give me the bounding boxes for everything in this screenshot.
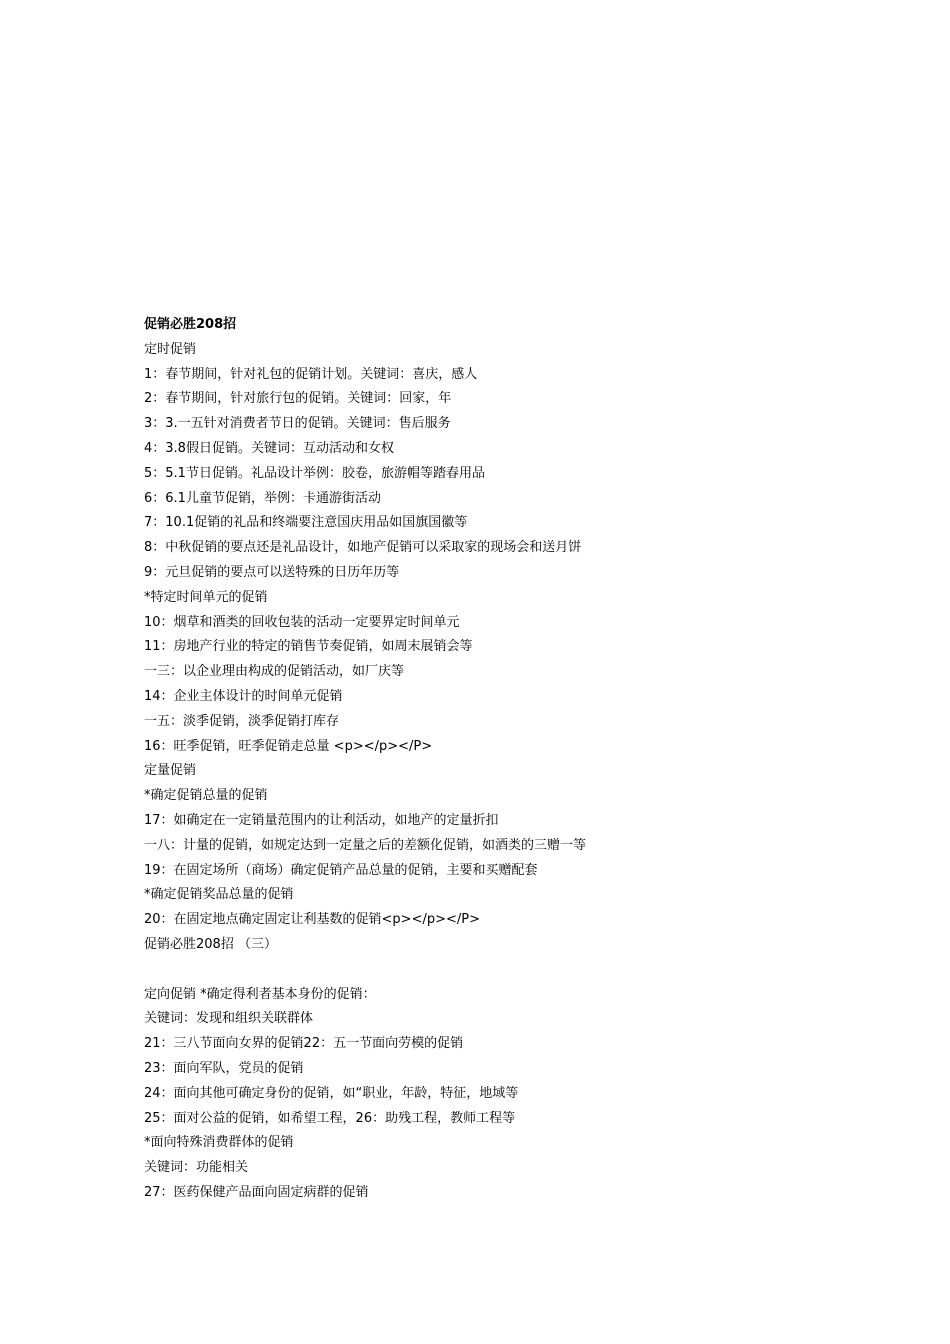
text-line: 一三：以企业理由构成的促销活动，如厂庆等 bbox=[144, 664, 405, 680]
text-line: 1：春节期间，针对礼包的促销计划。关键词：喜庆，感人 bbox=[144, 366, 478, 382]
text-line: 一八：计量的促销，如规定达到一定量之后的差额化促销，如酒类的三赠一等 bbox=[144, 837, 587, 853]
text-line: 21：三八节面向女界的促销22：五一节面向劳模的促销 bbox=[144, 1036, 464, 1052]
text-line: 3：3.一五针对消费者节日的促销。关键词：售后服务 bbox=[144, 416, 451, 432]
text-line: 7：10.1促销的礼品和终端要注意国庆用品如国旗国徽等 bbox=[144, 515, 468, 531]
text-line: 11：房地产行业的特定的销售节奏促销，如周末展销会等 bbox=[144, 639, 473, 655]
text-line: 5：5.1节日促销。礼品设计举例：胶卷，旅游帽等踏春用品 bbox=[144, 465, 485, 481]
text-line: 25：面对公益的促销，如希望工程，26：助残工程，教师工程等 bbox=[144, 1110, 516, 1126]
text-line: 24：面向其他可确定身份的促销，如“职业，年龄，特征，地域等 bbox=[144, 1085, 519, 1101]
text-line: 关键词：功能相关 bbox=[144, 1160, 249, 1176]
text-line: 8：中秋促销的要点还是礼品设计，如地产促销可以采取家的现场会和送月饼 bbox=[144, 540, 582, 556]
text-line: 促销必胜208招 （三） bbox=[144, 936, 277, 952]
text-line: 定向促销 *确定得利者基本身份的促销： bbox=[144, 986, 376, 1002]
text-line: 2：春节期间，针对旅行包的促销。关键词：回家，年 bbox=[144, 391, 452, 407]
text-line: 6：6.1儿童节促销，举例：卡通游街活动 bbox=[144, 490, 381, 506]
text-line: 定量促销 bbox=[144, 763, 197, 779]
text-line: 17：如确定在一定销量范围内的让利活动，如地产的定量折扣 bbox=[144, 812, 499, 828]
blank-line bbox=[144, 958, 864, 983]
text-line: 16：旺季促销，旺季促销走总量 <p></p></P> bbox=[144, 738, 433, 754]
document-lines bbox=[144, 338, 864, 1206]
text-line: 10：烟草和酒类的回收包装的活动一定要界定时间单元 bbox=[144, 614, 460, 630]
text-line: 19：在固定场所（商场）确定促销产品总量的促销，主要和买赠配套 bbox=[144, 862, 538, 878]
text-line: 关键词：发现和组织关联群体 bbox=[144, 1011, 314, 1027]
document-title: 促销必胜208招 bbox=[144, 317, 237, 332]
text-line: 定时促销 bbox=[144, 341, 197, 357]
text-line: 9：元旦促销的要点可以送特殊的日历年历等 bbox=[144, 564, 400, 580]
text-line: *确定促销总量的促销 bbox=[144, 788, 268, 804]
text-line: 27：医药保健产品面向固定病群的促销 bbox=[144, 1184, 369, 1200]
document-body bbox=[144, 313, 864, 1206]
text-line: 一五：淡季促销，淡季促销打库存 bbox=[144, 713, 340, 729]
text-line: 14：企业主体设计的时间单元促销 bbox=[144, 688, 343, 704]
text-line: 20：在固定地点确定固定让利基数的促销<p></p></P> bbox=[144, 912, 481, 928]
text-line: *特定时间单元的促销 bbox=[144, 589, 268, 605]
text-line: *面向特殊消费群体的促销 bbox=[144, 1135, 294, 1151]
text-line: 23：面向军队，党员的促销 bbox=[144, 1060, 304, 1076]
text-line: 4：3.8假日促销。关键词：互动活动和女权 bbox=[144, 440, 394, 456]
text-line: *确定促销奖品总量的促销 bbox=[144, 887, 294, 903]
